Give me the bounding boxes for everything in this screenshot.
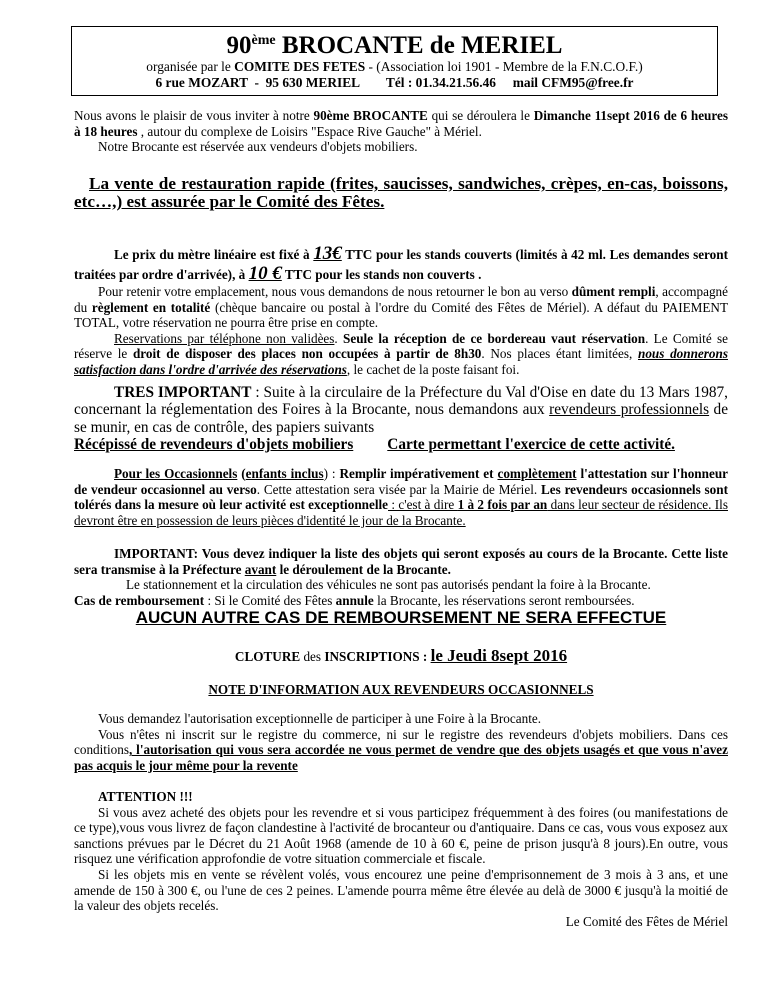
organizer-name: COMITE DES FETES (234, 59, 366, 74)
res-r11: . Nos places étant limitées, (481, 346, 638, 362)
occ-o11: 1 à 2 fois par an (457, 497, 548, 513)
cloture-c1: CLOTURE (234, 649, 301, 664)
signature: Le Comité des Fêtes de Mériel (565, 914, 728, 929)
attention-a2: Si les objets mis en vente se révèlent volés, vous encourez une peine d'emprisonnement de 3 mois à 3 ans, et une amende de 150 à 300 €, ou l'une de ces 2 peines. L'amende pourra même être élevée au delà de 3000 € jusqu'à la moitié de la valeur des objets recelés. (74, 866, 728, 914)
cloture-c3: INSCRIPTIONS : (324, 649, 431, 664)
tres-important-t3: revendeurs professionnels (549, 401, 710, 419)
address-line: 6 rue MOZART - 95 630 MERIEL Tél : 01.34.21.56.46 mail CFM95@free.fr (155, 75, 634, 90)
res-r1: Pour retenir votre emplacement, nous vous demandons de nous retourner le bon au verso (98, 284, 572, 299)
note-title: NOTE D'INFORMATION AUX REVENDEURS OCCASIONNELS (208, 682, 594, 697)
price-uncovered: 10 € (248, 263, 282, 284)
occ-o12: dans leur secteur de résidence. Ils devront être en possession de leurs pièces d'identité le jour de la Brocante. (74, 497, 728, 528)
price-p2: TTC pour les stands couverts (limités à 42 ml. Les demandes seront traitées par ordre d'arrivée), à (74, 247, 728, 282)
res-r2: dûment rempli (571, 284, 656, 299)
res-r8: Seule la réception de ce bordereau vaut réservation (343, 330, 646, 346)
attention-a1: Si vous avez acheté des objets pour les revendre et si vous participez fréquemment à des foires (ou manifestations de ce type),vous vous livrez de façon clandestine à l'activité de brocanteur ou d'antiquaire. Dans ce cas, vous vous exposez aux sanctions prévues par le Décret du 21 Août 1968 (amende de 10 à 60 €, peine de prison jusqu'à 8 jours).En outre, vous risquez une vérification approfondie de votre situation commerciale et fiscale. (74, 804, 728, 867)
res-r6: Reservations par téléphone non validèes (114, 330, 335, 346)
imp-i6: : Si le Comité des Fêtes (204, 592, 336, 608)
cloture-date: le Jeudi 8sept 2016 (430, 646, 568, 665)
res-r9: . Le Comité se réserve le (74, 330, 728, 362)
title-text: BROCANTE de MERIEL (275, 32, 563, 59)
occ-o2: ( (237, 466, 246, 481)
occ-o1: Pour les Occasionnels (114, 466, 238, 481)
res-r13: , le cachet de la poste faisant foi. (346, 361, 520, 377)
restauration-notice: La vente de restauration rapide (frites, saucisses, sandwiches, crèpes, en-cas, boissons, etc…,) est assurée par le Comité des Fêtes. (74, 174, 728, 211)
imp-i1: IMPORTANT: Vous devez indiquer la liste des objets qui seront exposés au cours de la Brocante. Cette liste sera transmise à la Préfecture (74, 546, 728, 577)
note-n2: Vous n'êtes ni inscrit sur le registre du commerce, ni sur le registre des revendeurs d'objets mobiliers. Dans ces conditions (74, 726, 728, 758)
imp-i8: la Brocante, les réservations seront remboursées. (373, 592, 635, 608)
res-r12: nous donnerons satisfaction dans l'ordre d'arrivée des réservations (74, 346, 728, 377)
note-n1: Vous demandez l'autorisation exceptionnelle de participer à une Foire à la Brocante. (98, 711, 542, 726)
intro-s3: qui se déroulera le (427, 108, 534, 123)
imp-i7: annule (335, 592, 374, 608)
note-n3: , l'autorisation qui vous sera accordée ne vous permet de vendre que des objets usagés et que vous n'avez pas acquis le jour même pour la revente (74, 742, 728, 773)
attention-title: ATTENTION !!! (98, 789, 193, 804)
occ-o7: l'attestation sur l'honneur de vendeur occasionnel au verso (74, 466, 729, 497)
attention-paragraph (74, 789, 728, 914)
imp-i2: avant (244, 561, 277, 577)
res-r4: règlement en totalité (91, 299, 211, 315)
imp-i5: Cas de remboursement (74, 592, 205, 608)
tres-important-paragraph (74, 384, 728, 454)
organizer-post: - (Association loi 1901 - Membre de la F.N.C.O.F.) (365, 59, 643, 74)
required-papers (74, 436, 728, 453)
occ-o9: Les revendeurs occasionnels sont tolérés dans la mesure où leur activité est exceptionnelle (74, 481, 728, 513)
intro-s2: 90ème BROCANTE (313, 108, 428, 123)
res-r5: (chèque bancaire ou postal à l'ordre du Comité des Fêtes de Mériel). A défaut du PAIEMENT TOTAL, votre réservation ne pourra être prise en compte. (74, 299, 729, 331)
no-refund-heading: AUCUN AUTRE CAS DE REMBOURSEMENT NE SERA EFFECTUE (135, 608, 667, 627)
event-title (72, 33, 717, 59)
intro-line2: Notre Brocante est réservée aux vendeurs d'objets mobiliers. (98, 139, 418, 155)
important-paragraph (74, 546, 728, 608)
tres-important-label: TRES IMPORTANT (114, 384, 252, 401)
res-r3: , accompagné du (74, 284, 728, 315)
imp-i3: le déroulement de la Brocante. (276, 561, 451, 577)
res-r7: . (334, 330, 344, 346)
title-number: 90 (226, 32, 252, 59)
organizer-line (72, 59, 717, 75)
reservation-text (74, 284, 728, 331)
tres-important-t4: de se munir, en cas de contrôle, des papiers suivants (74, 401, 728, 436)
occ-o8: . Cette attestation sera visée par la Mairie de Mériel. (256, 481, 541, 497)
imp-i4: Le stationnement et la circulation des véhicules ne sont pas autorisés pendant la foire à la Brocante. (126, 577, 651, 593)
occ-o6: complètement (497, 466, 577, 481)
tres-important-t2: : Suite à la circulaire de la Préfecture du Val d'Oise en date du 13 Mars 1987, concernant la réglementation des Foires à la Brocante, nous demandons aux (74, 384, 729, 419)
occ-o4: ) : (323, 466, 340, 481)
occ-o5: Remplir impérativement et (339, 466, 498, 481)
intro-s1: Nous avons le plaisir de vous inviter à notre (74, 108, 314, 123)
paper-1: Récépissé de revendeurs d'objets mobiliers (74, 436, 354, 454)
cloture-line (74, 648, 728, 665)
paper-2: Carte permettant l'exercice de cette activité. (387, 436, 675, 454)
occasionnels-paragraph (74, 466, 728, 528)
price-covered: 13€ (313, 243, 342, 264)
reservation-rules (74, 331, 728, 378)
price-p3: TTC pour les stands non couverts . (281, 267, 482, 282)
occ-o3: enfants inclus (245, 466, 324, 481)
organizer-pre: organisée par le (146, 59, 235, 74)
header-box (71, 26, 718, 96)
intro-s5: , autour du complexe de Loisirs "Espace Rive Gauche" à Mériel. (137, 123, 482, 139)
cloture-c2: des (300, 649, 325, 664)
note-paragraph (74, 711, 728, 773)
price-p1: Le prix du mètre linéaire est fixé à (114, 247, 314, 262)
occ-o10: : c'est à dire (388, 497, 458, 513)
price-line (74, 244, 728, 284)
title-superscript: ème (251, 33, 276, 48)
intro-date: Dimanche 11sept 2016 de 6 heures à 18 heures (74, 108, 728, 139)
intro-paragraph (74, 108, 728, 155)
price-paragraph (74, 244, 728, 378)
res-r10: droit de disposer des places non occupées à partir de 8h30 (132, 346, 482, 362)
